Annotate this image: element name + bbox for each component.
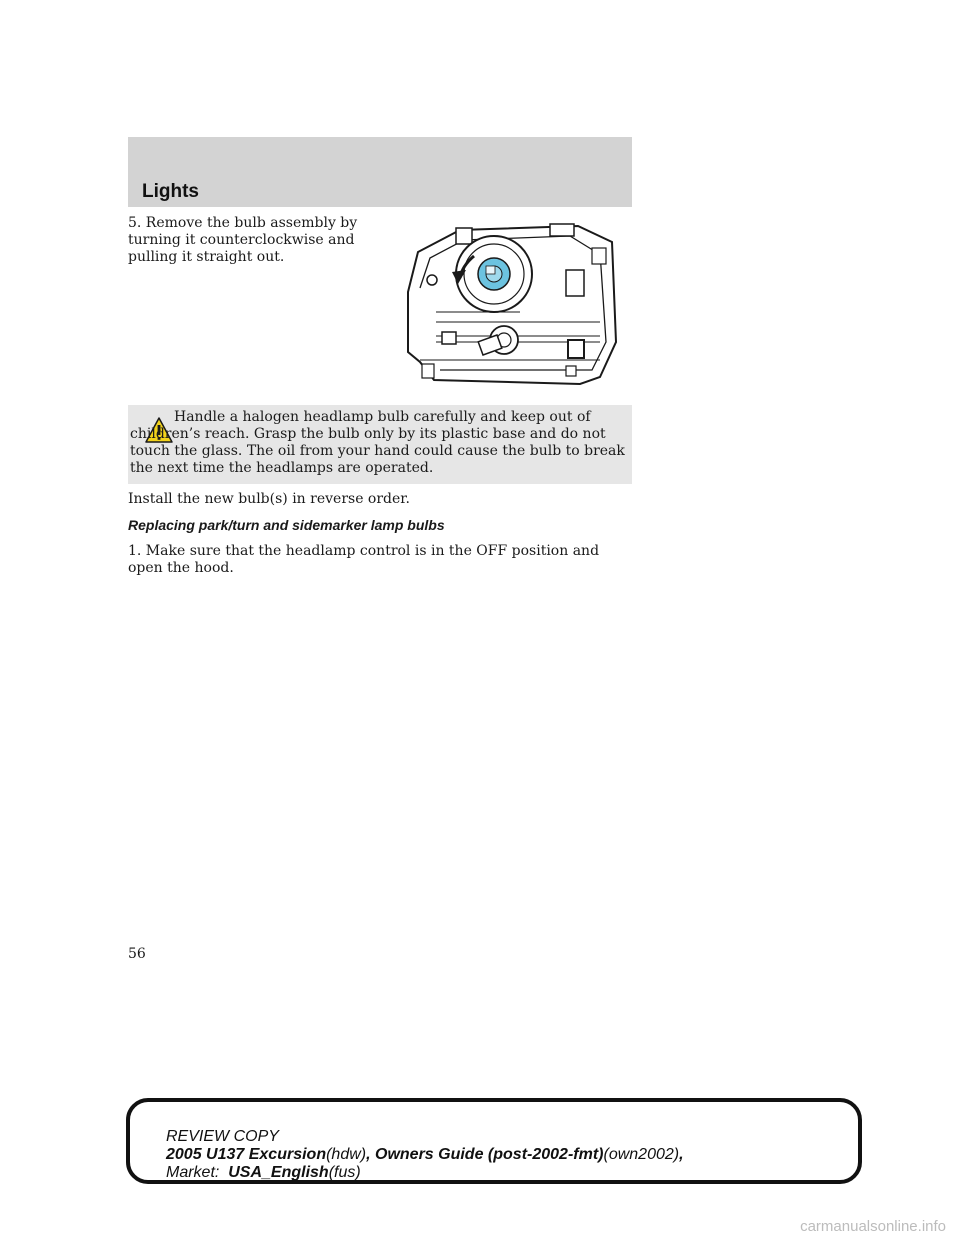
subsection-heading: Replacing park/turn and sidemarker lamp bulbs [128, 517, 445, 533]
section-header-band [128, 137, 632, 207]
footer-guide: Owners Guide (post-2002-fmt) [375, 1146, 604, 1163]
footer-hdw: (hdw) [326, 1146, 367, 1163]
headlamp-figure [400, 222, 632, 394]
footer-doc-line [166, 1146, 684, 1164]
step-5-text: 5. Remove the bulb assembly by turning it counterclockwise and pulling it straight out. [128, 215, 358, 265]
step-1-text: 1. Make sure that the headlamp control is in the OFF position and open the hood. [128, 543, 600, 576]
footer-market-line [166, 1164, 684, 1182]
footer-fus: (fus) [328, 1164, 361, 1181]
footer-own: (own2002) [603, 1146, 680, 1163]
warning-box [128, 405, 632, 484]
footer-review-copy: REVIEW COPY [166, 1128, 279, 1145]
review-footer [126, 1098, 862, 1184]
footer-market-label: Market: [166, 1164, 220, 1181]
page-number: 56 [128, 946, 146, 962]
footer-market: USA_English [228, 1164, 329, 1181]
footer-sep2: , [679, 1146, 684, 1163]
headlamp-assembly-illustration [400, 222, 632, 394]
warning-text: Handle a halogen headlamp bulb carefully and keep out of children’s reach. Grasp the bulb only by its plastic base and do not touch the glass. The oil from your hand could cause the bulb to break the next time the headlamps are operated. [130, 409, 625, 476]
section-title: Lights [142, 181, 199, 202]
install-instruction: Install the new bulb(s) in reverse order. [128, 491, 410, 507]
footer-model: 2005 U137 Excursion [166, 1146, 327, 1163]
watermark: carmanualsonline.info [800, 1218, 946, 1235]
footer-sep1: , [366, 1146, 375, 1163]
